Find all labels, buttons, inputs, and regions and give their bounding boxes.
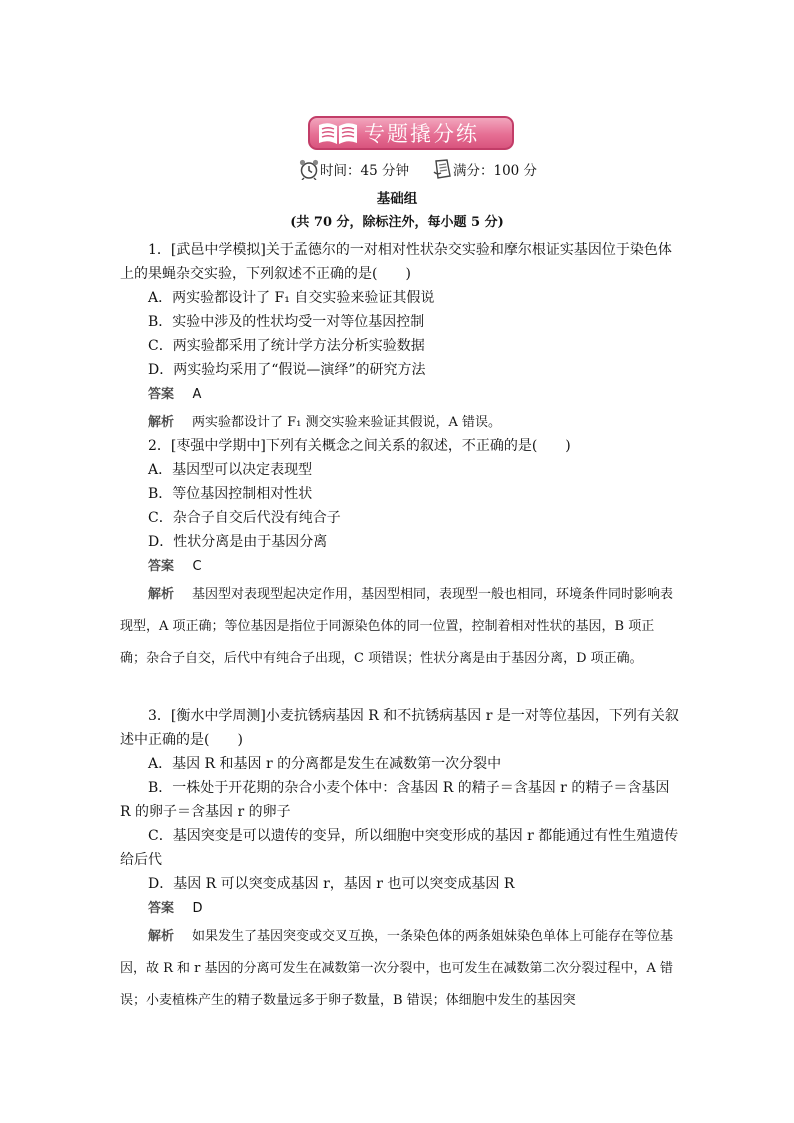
answer-value: A [192,387,202,402]
full-score: 满分：100 分 [452,163,538,179]
question-3 [120,704,680,1017]
answer-line [120,382,680,407]
option-b: B．等位基因控制相对性状 [148,486,313,502]
question-2 [120,434,680,675]
option-a: A．基因 R 和基因 r 的分离都是发生在减数第一次分裂中 [148,756,502,772]
option-b: B．实验中涉及的性状均受一对等位基因控制 [148,314,425,330]
answer-label: 答案 [148,387,175,402]
section-note: (共 70 分，除标注外，每小题 5 分) [290,215,504,230]
open-book-icon [316,118,360,148]
section-banner [308,116,514,150]
question-stem: 3．[衡水中学周测]小麦抗锈病基因 R 和不抗锈病基因 r 是一对等位基因，下列有关叙述中正确的是( ) [120,708,679,748]
explanation-text: 如果发生了基因突变或交叉互换，一条染色体的两条姐妹染色单体上可能存在等位基因，故 R 和 r 基因的分离可发生在减数第一次分裂中，也可发生在减数第二次分裂过程中，A 错误；小麦植株产生的精子数量远多于卵子数量，B 错误；体细胞中发生的基因突 [120,929,674,1008]
option-d: D．性状分离是由于基因分离 [148,534,328,550]
option-b: B．一株处于开花期的杂合小麦个体中：含基因 R 的精子＝含基因 r 的精子＝含基因 R 的卵子＝含基因 r 的卵子 [120,780,670,820]
alarm-clock-icon [298,158,320,180]
explanation-label: 解析 [148,415,175,430]
answer-value: D [192,901,203,916]
option-a: A．两实验都设计了 F₁ 自交实验来验证其假说 [148,290,435,306]
option-d: D．两实验均采用了“假说—演绎”的研究方法 [148,362,426,378]
answer-value: C [192,559,202,574]
question-1 [120,238,680,439]
time-limit: 时间：45 分钟 [320,163,409,179]
answer-label: 答案 [148,559,175,574]
exam-meta [298,155,537,183]
explanation [120,579,680,675]
answer-line [120,554,680,579]
answer-label: 答案 [148,901,175,916]
explanation-label: 解析 [148,929,175,944]
explanation-label: 解析 [148,587,175,602]
option-c: C．两实验都采用了统计学方法分析实验数据 [148,338,425,354]
explanation [120,921,680,1017]
section-title: 基础组 [376,191,418,207]
score-paper-icon [431,158,453,180]
question-stem: 2．[枣强中学期中]下列有关概念之间关系的叙述，不正确的是( ) [148,438,571,454]
option-c: C．基因突变是可以遗传的变异，所以细胞中突变形成的基因 r 都能通过有性生殖遗传给后代 [120,828,679,868]
option-a: A．基因型可以决定表现型 [148,462,313,478]
explanation-text: 基因型对表现型起决定作用，基因型相同，表现型一般也相同，环境条件同时影响表现型，A 项正确；等位基因是指位于同源染色体的同一位置，控制着相对性状的基因，B 项正确；杂合子自交，后代中有纯合子出现，C 项错误；性状分离是由于基因分离，D 项正确。 [120,587,674,666]
explanation-text: 两实验都设计了 F₁ 测交实验来验证其假说，A 错误。 [192,415,502,430]
answer-line [120,896,680,921]
option-d: D．基因 R 可以突变成基因 r，基因 r 也可以突变成基因 R [148,876,515,892]
option-c: C．杂合子自交后代没有纯合子 [148,510,341,526]
question-stem: 1．[武邑中学模拟]关于孟德尔的一对相对性状杂交实验和摩尔根证实基因位于染色体上的果蝇杂交实验，下列叙述不正确的是( ) [120,242,672,282]
banner-title: 专题撬分练 [364,122,479,146]
